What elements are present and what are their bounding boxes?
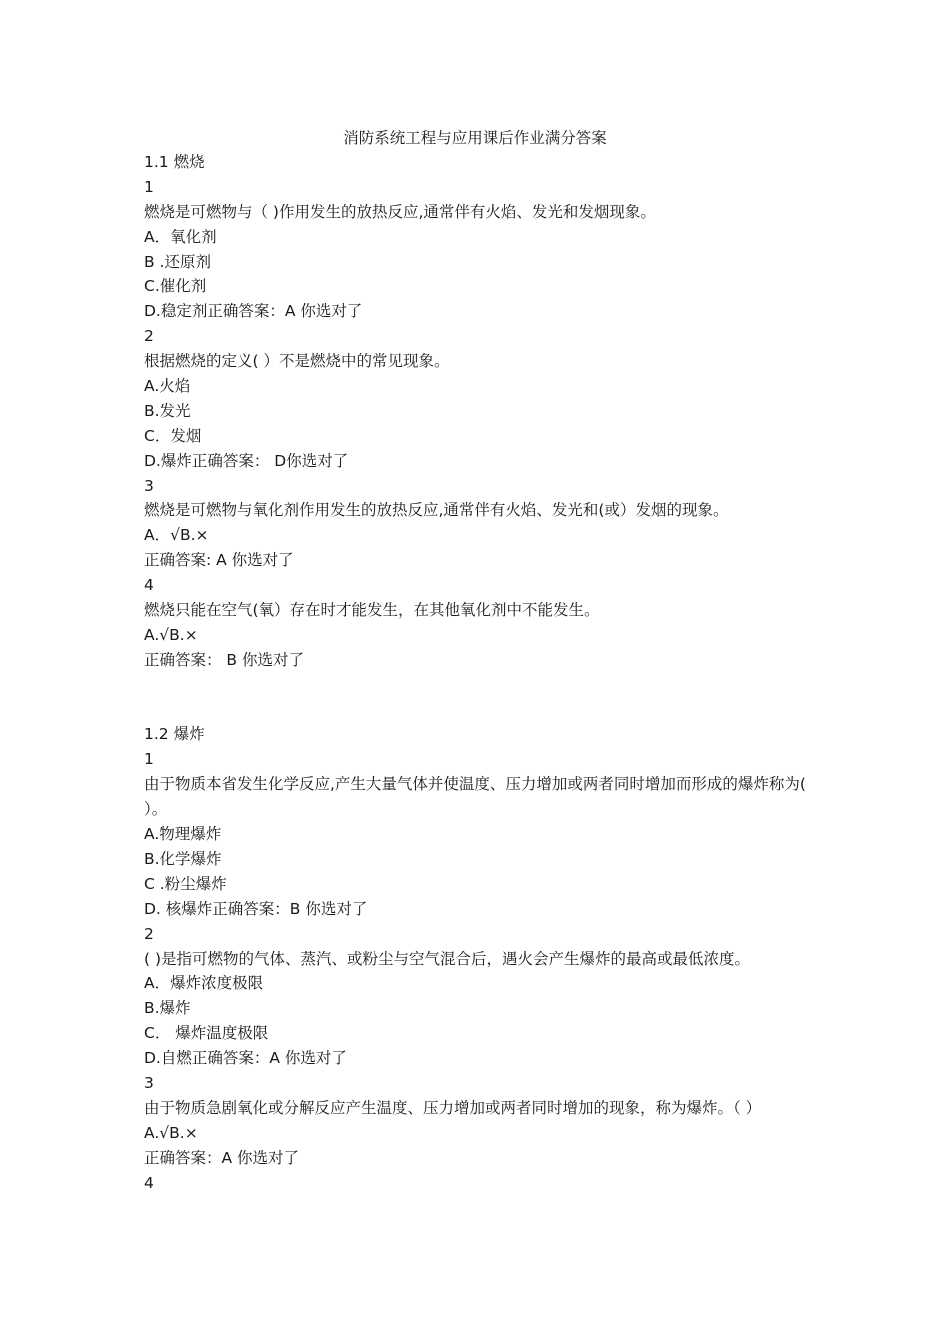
option-c: C.催化剂 (144, 277, 207, 296)
option-b: B .还原剂 (144, 252, 211, 271)
document-title: 消防系统工程与应用课后作业满分答案 (343, 129, 607, 147)
option-d-answer: D.稳定剂正确答案：A 你选对了 (144, 302, 363, 321)
document-body (144, 150, 812, 1195)
section-heading-1-2: 1.2 爆炸 (144, 725, 205, 744)
option-d-answer: D.爆炸正确答案： D你选对了 (144, 451, 349, 470)
question-number: 2 (144, 327, 154, 346)
question-text: 燃烧是可燃物与（ )作用发生的放热反应,通常伴有火焰、发光和发烟现象。 (144, 202, 656, 221)
question-number: 3 (144, 476, 154, 495)
option-d-answer: D.自燃正确答案：A 你选对了 (144, 1049, 347, 1068)
option-b: B.爆炸 (144, 999, 191, 1018)
question-text: ( )是指可燃物的气体、蒸汽、或粉尘与空气混合后，遇火会产生爆炸的最高或最低浓度。 (144, 949, 751, 968)
option-a: A.火焰 (144, 377, 191, 396)
option-a: A.物理爆炸 (144, 825, 222, 844)
section-heading-1-1: 1.1 燃烧 (144, 153, 205, 171)
question-number: 4 (144, 1173, 154, 1192)
option-d-answer: D. 核爆炸正确答案：B 你选对了 (144, 899, 368, 918)
true-false-options: A.√B.× (144, 625, 198, 644)
option-a: A．氧化剂 (144, 227, 217, 246)
option-a: A．爆炸浓度极限 (144, 974, 264, 993)
question-text: 根据燃烧的定义( ）不是燃烧中的常见现象。 (144, 352, 450, 371)
question-text: 燃烧只能在空气(氧）存在时才能发生，在其他氧化剂中不能发生。 (144, 601, 600, 620)
answer-line: 正确答案：A 你选对了 (144, 1148, 300, 1167)
answer-line: 正确答案: A 你选对了 (144, 551, 294, 570)
question-number: 1 (144, 750, 154, 769)
option-b: B.发光 (144, 401, 191, 420)
blank-line (144, 673, 812, 698)
blank-line (144, 698, 812, 723)
true-false-options: A.√B.× (144, 1123, 198, 1142)
option-c: C．发烟 (144, 426, 202, 445)
question-number: 1 (144, 177, 154, 196)
question-number: 4 (144, 576, 154, 595)
question-text: 由于物质急剧氧化或分解反应产生温度、压力增加或两者同时增加的现象，称为爆炸。（ ） (144, 1098, 762, 1117)
answer-line: 正确答案： B 你选对了 (144, 650, 304, 669)
question-number: 2 (144, 924, 154, 943)
option-c: C． 爆炸温度极限 (144, 1024, 269, 1043)
option-b: B.化学爆炸 (144, 849, 222, 868)
option-c: C .粉尘爆炸 (144, 874, 227, 893)
question-text: 燃烧是可燃物与氧化剂作用发生的放热反应,通常伴有火焰、发光和(或）发烟的现象。 (144, 501, 729, 520)
true-false-options: A．√B.× (144, 526, 209, 545)
question-number: 3 (144, 1073, 154, 1092)
question-text: 由于物质本省发生化学反应,产生大量气体并使温度、压力增加或两者同时增加而形成的爆炸称为( ）。 (144, 775, 806, 819)
